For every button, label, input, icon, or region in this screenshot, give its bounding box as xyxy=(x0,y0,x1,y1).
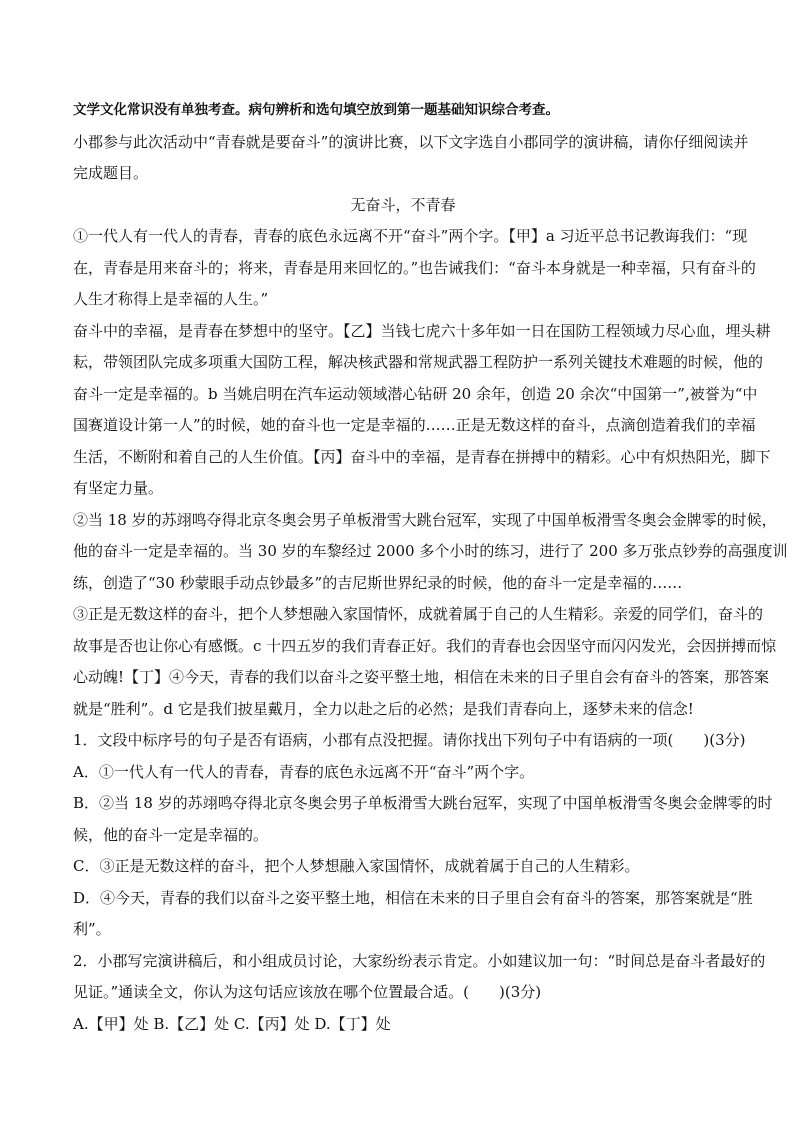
header-note: 文学文化常识没有单独考查。病句辨析和选句填空放到第一题基础知识综合考查。 xyxy=(73,102,559,118)
essay-title: 无奋斗，不青春 xyxy=(350,195,456,214)
intro-line: 小郡参与此次活动中“青春就是要奋斗”的演讲比赛，以下文字选自小郡同学的演讲稿，请你仔细阅读并 xyxy=(73,132,749,151)
question-1 xyxy=(73,725,773,946)
essay-line: 人生才称得上是幸福的人生。” xyxy=(73,290,269,308)
essay-line: 耘，带领团队完成多项重大国防工程，解决核武器和常规武器工程防护一系列关键技术难题的时候，他的 xyxy=(73,353,764,371)
essay-body xyxy=(73,221,788,725)
option-b-continued: 候，他的奋斗一定是幸福的。 xyxy=(73,825,269,844)
document-page xyxy=(73,95,788,1040)
essay-line: 有坚定力量。 xyxy=(73,479,164,497)
essay-line: ②当 18 岁的苏翊鸣夺得北京冬奥会男子单板滑雪大跳台冠军，实现了中国单板滑雪冬奥会金牌零的时候， xyxy=(73,510,777,529)
essay-line: 在，青春是用来奋斗的；将来，青春是用来回忆的。”也告诫我们：“奋斗本身就是一种幸福，只有奋斗的 xyxy=(73,258,756,277)
essay-line: 心动魄!【丁】④今天，青春的我们以奋斗之姿平整土地，相信在未来的日子里自会有奋斗的答案，那答案 xyxy=(73,668,770,686)
option-d: D．④今天，青春的我们以奋斗之姿平整土地，相信在未来的日子里自会有奋斗的答案，那答案就是“胜 xyxy=(73,888,753,907)
essay-line: 奋斗一定是幸福的。b 当姚启明在汽车运动领域潜心钻研 20 余年，创造 20 余次“中国第一”,被誉为“中 xyxy=(73,384,758,403)
option-b: B．②当 18 岁的苏翊鸣夺得北京冬奥会男子单板滑雪大跳台冠军，实现了中国单板滑雪冬奥会金牌零的时 xyxy=(73,794,773,812)
essay-line: 他的奋斗一定是幸福的。当 30 岁的车黎经过 2000 多个小时的练习，进行了 200 多万张点钞券的高强度训 xyxy=(73,542,788,560)
essay-line: 国赛道设计第一人”的时候，她的奋斗也一定是幸福的……正是无数这样的奋斗，点滴创造着我们的幸福 xyxy=(73,416,756,434)
essay-line: 生活，不断附和着自己的人生价值。【丙】奋斗中的幸福，是青春在拼搏中的精彩。心中有炽热阳光，脚下 xyxy=(73,447,771,466)
intro-line: 完成题目。 xyxy=(73,164,149,182)
essay-line: 练，创造了“30 秒蒙眼手动点钞最多”的吉尼斯世界纪录的时候，他的奋斗一定是幸福的…… xyxy=(73,573,683,592)
essay-line: 奋斗中的幸福，是青春在梦想中的坚守。【乙】当钱七虎六十多年如一日在国防工程领域力尽心血，埋头耕 xyxy=(73,321,771,340)
essay-line: ①一代人有一代人的青春，青春的底色永远离不开“奋斗”两个字。【甲】a 习近平总书记教诲我们：“现 xyxy=(73,227,748,245)
option-d-continued: 利”。 xyxy=(73,920,111,938)
essay-line: 就是“胜利”。d 它是我们披星戴月，全力以赴之后的必然；是我们青春向上，逐梦未来的信念! xyxy=(73,699,694,718)
option-a: A．①一代人有一代人的青春，青春的底色永远离不开“奋斗”两个字。 xyxy=(73,762,535,781)
essay-line: 故事是否也让你心有感慨。c 十四五岁的我们青春正好。我们的青春也会因坚守而闪闪发光，会因拼搏而惊 xyxy=(73,636,777,655)
question-stem: 1．文段中标序号的句子是否有语病，小郡有点没把握。请你找出下列句子中有语病的一项( )(3分) xyxy=(73,731,746,749)
options-row: A.【甲】处 B.【乙】处 C.【丙】处 D.【丁】处 xyxy=(73,1014,391,1033)
option-c: C．③正是无数这样的奋斗，把个人梦想融入家国情怀，成就着属于自己的人生精彩。 xyxy=(73,857,640,875)
intro-paragraph xyxy=(73,127,749,190)
question-stem: 2．小郡写完演讲稿后，和小组成员讨论，大家纷纷表示肯定。小如建议加一句：“时间总是奋斗者最好的 xyxy=(73,951,766,970)
question-2 xyxy=(73,946,766,1041)
essay-line: ③正是无数这样的奋斗，把个人梦想融入家国情怀，成就着属于自己的人生精彩。亲爱的同学们，奋斗的 xyxy=(73,605,764,623)
question-stem-continued: 见证。”通读全文，你认为这句话应该放在哪个位置最合适。( )(3分) xyxy=(73,983,542,1001)
